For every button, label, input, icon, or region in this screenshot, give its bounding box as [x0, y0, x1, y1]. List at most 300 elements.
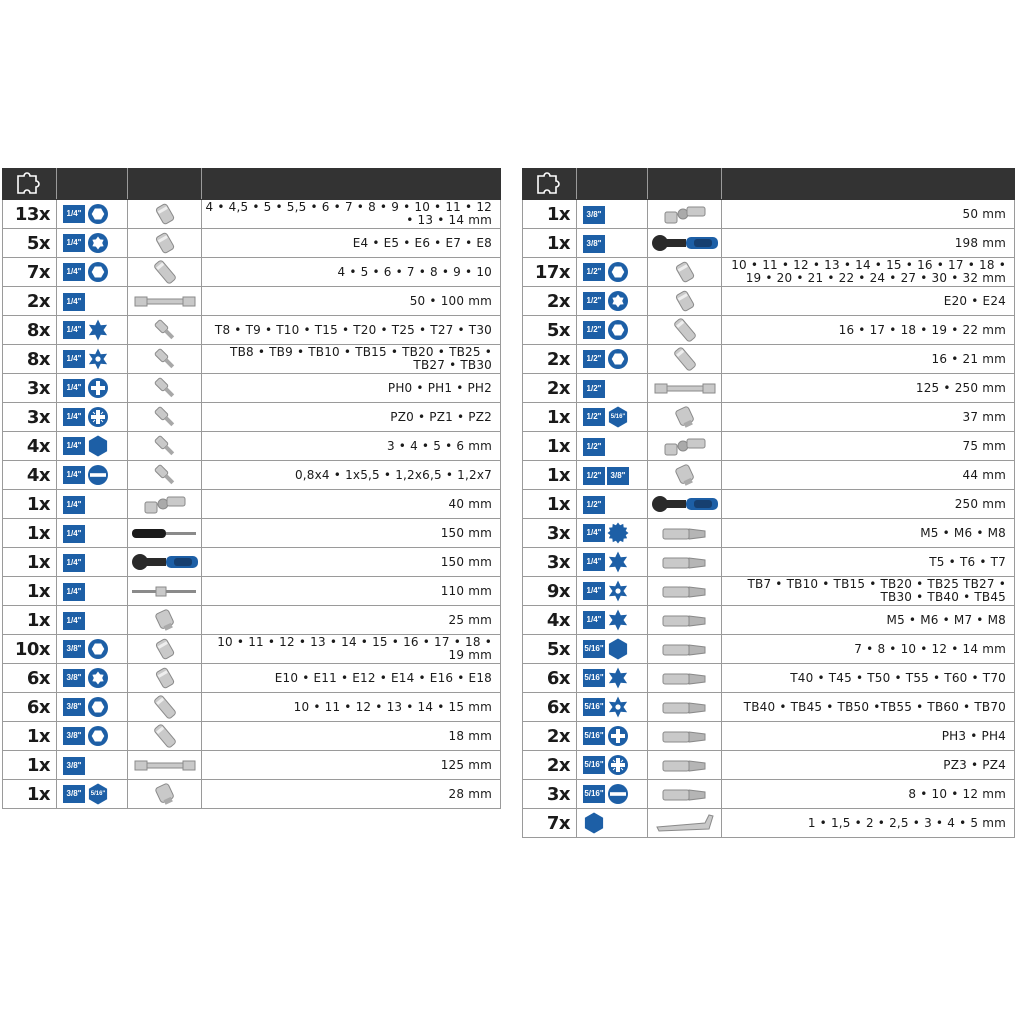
torx-tamper-icon: [607, 580, 629, 602]
drive-cell: [57, 606, 128, 635]
quantity: 2x: [523, 374, 577, 403]
size-description: 25 mm: [202, 606, 501, 635]
tool-cell: [128, 519, 202, 548]
bit-socket-icon: [145, 378, 185, 397]
tool-cell: [648, 809, 722, 838]
header-icon-cell: [523, 169, 577, 200]
drive-cell: [577, 287, 648, 316]
drive-cell: [577, 635, 648, 664]
size-description: T5 • T6 • T7: [722, 548, 1015, 577]
quantity: 13x: [3, 200, 57, 229]
drive-size-badge: 3/8": [63, 640, 85, 658]
universal-joint-icon: [659, 204, 711, 223]
deep-socket-icon: [665, 320, 705, 339]
drive-size-badge: 1/2": [583, 350, 605, 368]
table-row: [523, 287, 1015, 316]
pozidriv-icon: [87, 406, 109, 428]
quantity: 1x: [3, 548, 57, 577]
quantity: 1x: [523, 200, 577, 229]
torx-icon: [607, 667, 629, 689]
spline-icon: [607, 522, 629, 544]
size-description: E20 • E24: [722, 287, 1015, 316]
header-cell: [57, 169, 128, 200]
drive-cell: [577, 751, 648, 780]
quantity: 3x: [3, 403, 57, 432]
drive-cell: [577, 374, 648, 403]
drive-size-badge: 1/2": [583, 380, 605, 398]
drive-cell: [57, 751, 128, 780]
drive-cell: [57, 461, 128, 490]
size-description: T8 • T9 • T10 • T15 • T20 • T25 • T27 • T30: [202, 316, 501, 345]
tool-cell: [648, 519, 722, 548]
tool-cell: [648, 664, 722, 693]
deep-socket-icon: [145, 262, 185, 281]
ratchet-icon: [648, 233, 722, 252]
drive-size-badge: 1/4": [583, 553, 605, 571]
drive-size-badge: 1/4": [63, 234, 85, 252]
tool-cell: [128, 229, 202, 258]
deep-socket-icon: [145, 697, 185, 716]
size-description: 16 • 17 • 18 • 19 • 22 mm: [722, 316, 1015, 345]
drive-cell: [577, 548, 648, 577]
tool-cell: [128, 374, 202, 403]
tool-cell: [648, 200, 722, 229]
drive-size-badge: 3/8": [583, 206, 605, 224]
drive-size-badge: 1/2": [583, 467, 605, 485]
drive-size-badge: 1/2": [583, 263, 605, 281]
table-row: [523, 693, 1015, 722]
table-row: [3, 606, 501, 635]
table-row: [523, 664, 1015, 693]
size-description: 3 • 4 • 5 • 6 mm: [202, 432, 501, 461]
size-description: E4 • E5 • E6 • E7 • E8: [202, 229, 501, 258]
quantity: 4x: [523, 606, 577, 635]
table-row: [3, 316, 501, 345]
quantity: 1x: [3, 722, 57, 751]
drive-size-badge: 1/4": [63, 293, 85, 311]
bit-icon: [657, 610, 713, 629]
quantity: 8x: [3, 345, 57, 374]
hex-key-icon: [653, 813, 717, 832]
table-row: [3, 635, 501, 664]
drive-size-badge: 3/8": [63, 785, 85, 803]
tool-cell: [648, 751, 722, 780]
drive-cell: [57, 200, 128, 229]
hex-socket-icon: [87, 261, 109, 283]
table-row: [3, 490, 501, 519]
size-description: 44 mm: [722, 461, 1015, 490]
drive-size-badge: 5/16": [583, 698, 605, 716]
drive-cell: [57, 577, 128, 606]
table-row: [523, 200, 1015, 229]
drive-cell: [57, 722, 128, 751]
quantity: 1x: [523, 432, 577, 461]
drive-cell: [57, 258, 128, 287]
table-row: [3, 577, 501, 606]
table-row: [3, 461, 501, 490]
tool-cell: [128, 722, 202, 751]
size-description: 16 • 21 mm: [722, 345, 1015, 374]
table-body: [3, 200, 501, 809]
table-row: [3, 693, 501, 722]
size-description: 150 mm: [202, 548, 501, 577]
drive-cell: [57, 548, 128, 577]
quantity: 5x: [3, 229, 57, 258]
drive-size-badge: 5/16": [583, 727, 605, 745]
quantity: 1x: [3, 490, 57, 519]
size-description: 10 • 11 • 12 • 13 • 14 • 15 • 16 • 17 • 18 • 19 mm: [202, 635, 501, 664]
table-row: [3, 780, 501, 809]
size-description: 4 • 5 • 6 • 7 • 8 • 9 • 10: [202, 258, 501, 287]
drive-cell: [577, 664, 648, 693]
bit-icon: [657, 552, 713, 571]
size-description: 198 mm: [722, 229, 1015, 258]
table-row: [523, 809, 1015, 838]
drive-size-badge: 3/8": [63, 727, 85, 745]
quantity: 6x: [523, 693, 577, 722]
table-row: [523, 461, 1015, 490]
hex-icon: [583, 812, 605, 834]
universal-joint-icon: [659, 436, 711, 455]
table-row: [3, 258, 501, 287]
drive-cell: [577, 432, 648, 461]
drive-size-badge: 1/2": [583, 496, 605, 514]
drive-cell: [577, 490, 648, 519]
table-row: [523, 606, 1015, 635]
table-row: [523, 229, 1015, 258]
drive-size-badge: 1/4": [63, 437, 85, 455]
drive-size-badge: 5/16": [583, 785, 605, 803]
table-row: [3, 548, 501, 577]
bit-socket-icon: [145, 320, 185, 339]
quantity: 1x: [523, 403, 577, 432]
drive-size-badge: 1/4": [583, 524, 605, 542]
torx-e-icon: [607, 290, 629, 312]
drive-cell: [577, 229, 648, 258]
quantity: 1x: [3, 577, 57, 606]
quantity: 17x: [523, 258, 577, 287]
table-row: [3, 664, 501, 693]
table-row: [523, 519, 1015, 548]
torx-e-icon: [87, 667, 109, 689]
drive-cell: [577, 809, 648, 838]
torx-tamper-icon: [87, 348, 109, 370]
socket-icon: [145, 233, 185, 252]
table-row: [523, 403, 1015, 432]
torx-icon: [87, 319, 109, 341]
drive-cell: [57, 287, 128, 316]
tool-cell: [128, 200, 202, 229]
table-row: [523, 432, 1015, 461]
bit-icon: [657, 639, 713, 658]
header-cell: [722, 169, 1015, 200]
drive-size-badge: 3/8": [583, 235, 605, 253]
header-icon-cell: [3, 169, 57, 200]
socket-icon: [145, 639, 185, 658]
slotted-icon: [87, 464, 109, 486]
tool-cell: [648, 606, 722, 635]
puzzle-icon: [535, 169, 565, 199]
tool-cell: [128, 403, 202, 432]
quantity: 6x: [523, 664, 577, 693]
drive-size-badge: 1/4": [63, 350, 85, 368]
size-description: 8 • 10 • 12 mm: [722, 780, 1015, 809]
hex-socket-icon: [607, 319, 629, 341]
universal-joint-icon: [139, 494, 191, 513]
drive-cell: [577, 577, 648, 606]
drive-cell: [57, 403, 128, 432]
drive-size-badge: 5/16": [583, 669, 605, 687]
size-description: TB8 • TB9 • TB10 • TB15 • TB20 • TB25 • TB27 • TB30: [202, 345, 501, 374]
bit-socket-icon: [145, 436, 185, 455]
table-row: [523, 751, 1015, 780]
tool-cell: [128, 751, 202, 780]
tool-cell: [648, 229, 722, 258]
tool-cell: [648, 374, 722, 403]
size-description: PZ3 • PZ4: [722, 751, 1015, 780]
parts-table-right: [522, 168, 1015, 838]
quantity: 2x: [523, 722, 577, 751]
torx-tamper-icon: [607, 696, 629, 718]
drive-cell: [577, 461, 648, 490]
tool-cell: [648, 345, 722, 374]
drive-size-badge: 1/2": [583, 321, 605, 339]
drive-cell: [577, 519, 648, 548]
table-row: [523, 780, 1015, 809]
slotted-icon: [607, 783, 629, 805]
table-row: [523, 577, 1015, 606]
table-row: [3, 519, 501, 548]
size-description: 7 • 8 • 10 • 12 • 14 mm: [722, 635, 1015, 664]
drive-size-badge: 1/4": [63, 612, 85, 630]
drive-size-badge: 1/2": [583, 292, 605, 310]
hex-socket-icon: [87, 638, 109, 660]
drive-size-badge: 1/4": [63, 408, 85, 426]
hex-socket-icon: [87, 696, 109, 718]
drive-cell: [577, 200, 648, 229]
drive-size-badge: 1/4": [63, 525, 85, 543]
size-description: 250 mm: [722, 490, 1015, 519]
socket-icon: [665, 291, 705, 310]
table-row: [3, 751, 501, 780]
size-description: TB40 • TB45 • TB50 •TB55 • TB60 • TB70: [722, 693, 1015, 722]
t-bar-icon: [130, 581, 200, 600]
bit-icon: [657, 697, 713, 716]
adapter-icon: [665, 465, 705, 484]
quantity: 1x: [523, 461, 577, 490]
quantity: 8x: [3, 316, 57, 345]
deep-socket-icon: [665, 349, 705, 368]
parts-table-left: [2, 168, 501, 809]
drive-cell: [57, 635, 128, 664]
tool-cell: [648, 780, 722, 809]
ratchet-icon: [648, 494, 722, 513]
drive-cell: [577, 316, 648, 345]
bit-icon: [657, 581, 713, 600]
table-row: [523, 722, 1015, 751]
table-row: [523, 635, 1015, 664]
size-description: M5 • M6 • M7 • M8: [722, 606, 1015, 635]
table-row: [3, 432, 501, 461]
header-cell: [648, 169, 722, 200]
bit-socket-icon: [145, 349, 185, 368]
torx-e-icon: [87, 232, 109, 254]
tool-cell: [128, 577, 202, 606]
quantity: 2x: [523, 345, 577, 374]
size-description: 1 • 1,5 • 2 • 2,5 • 3 • 4 • 5 mm: [722, 809, 1015, 838]
bit-socket-icon: [145, 407, 185, 426]
drive-cell: [57, 664, 128, 693]
size-description: 10 • 11 • 12 • 13 • 14 • 15 mm: [202, 693, 501, 722]
quantity: 2x: [523, 287, 577, 316]
drive-size-badge: 1/4": [63, 379, 85, 397]
size-description: 110 mm: [202, 577, 501, 606]
socket-icon: [665, 262, 705, 281]
tool-cell: [128, 606, 202, 635]
size-description: 28 mm: [202, 780, 501, 809]
extension-icon: [133, 755, 197, 774]
tool-cell: [128, 287, 202, 316]
tool-cell: [648, 316, 722, 345]
bit-icon: [657, 726, 713, 745]
spinner-handle-icon: [130, 523, 200, 542]
size-description: 50 mm: [722, 200, 1015, 229]
size-description: 4 • 4,5 • 5 • 5,5 • 6 • 7 • 8 • 9 • 10 • 11 • 12 • 13 • 14 mm: [202, 200, 501, 229]
pozidriv-icon: [607, 754, 629, 776]
tool-cell: [128, 345, 202, 374]
quantity: 7x: [523, 809, 577, 838]
size-description: T40 • T45 • T50 • T55 • T60 • T70: [722, 664, 1015, 693]
drive-cell: [57, 490, 128, 519]
hex-size-label: 5/16": [90, 791, 106, 797]
drive-cell: [577, 693, 648, 722]
bit-icon: [657, 523, 713, 542]
tool-cell: [648, 287, 722, 316]
size-description: 37 mm: [722, 403, 1015, 432]
quantity: 1x: [3, 780, 57, 809]
drive-size-badge: 1/4": [63, 205, 85, 223]
tool-cell: [128, 461, 202, 490]
size-description: M5 • M6 • M8: [722, 519, 1015, 548]
hex-socket-icon: [87, 725, 109, 747]
size-description: PZ0 • PZ1 • PZ2: [202, 403, 501, 432]
size-description: 40 mm: [202, 490, 501, 519]
ratchet-icon: [128, 552, 202, 571]
phillips-icon: [607, 725, 629, 747]
quantity: 4x: [3, 461, 57, 490]
tool-cell: [648, 548, 722, 577]
drive-size-badge: 1/2": [583, 408, 605, 426]
tool-cell: [648, 432, 722, 461]
drive-size-badge: 3/8": [63, 757, 85, 775]
tool-cell: [648, 258, 722, 287]
adapter-icon: [145, 610, 185, 629]
drive-cell: [57, 374, 128, 403]
tool-cell: [648, 577, 722, 606]
quantity: 5x: [523, 635, 577, 664]
quantity: 10x: [3, 635, 57, 664]
quantity: 9x: [523, 577, 577, 606]
size-description: 50 • 100 mm: [202, 287, 501, 316]
size-description: PH0 • PH1 • PH2: [202, 374, 501, 403]
hex-icon: [87, 435, 109, 457]
quantity: 1x: [523, 229, 577, 258]
drive-size-badge: 1/4": [63, 466, 85, 484]
drive-size-badge: 1/4": [63, 554, 85, 572]
drive-cell: [57, 519, 128, 548]
table-row: [523, 490, 1015, 519]
quantity: 6x: [3, 693, 57, 722]
drive-cell: [57, 229, 128, 258]
drive-cell: [57, 345, 128, 374]
drive-cell: [577, 780, 648, 809]
adapter-icon: [665, 407, 705, 426]
quantity: 6x: [3, 664, 57, 693]
size-description: 125 • 250 mm: [722, 374, 1015, 403]
tool-cell: [128, 548, 202, 577]
tool-cell: [128, 780, 202, 809]
table-row: [523, 316, 1015, 345]
table-row: [3, 374, 501, 403]
drive-cell: [577, 345, 648, 374]
tool-cell: [128, 258, 202, 287]
hex-size-icon: [87, 783, 109, 805]
quantity: 1x: [3, 751, 57, 780]
quantity: 2x: [523, 751, 577, 780]
extension-icon: [133, 291, 197, 310]
hex-socket-icon: [87, 203, 109, 225]
size-description: 18 mm: [202, 722, 501, 751]
torx-icon: [607, 551, 629, 573]
table-row: [523, 258, 1015, 287]
hex-socket-icon: [607, 348, 629, 370]
table-row: [3, 287, 501, 316]
drive-cell: [577, 606, 648, 635]
quantity: 3x: [523, 519, 577, 548]
drive-size-badge: 1/4": [583, 611, 605, 629]
drive-size-badge: 3/8": [607, 467, 629, 485]
tool-cell: [128, 316, 202, 345]
tool-cell: [648, 722, 722, 751]
puzzle-icon: [15, 169, 45, 199]
quantity: 1x: [3, 519, 57, 548]
size-description: E10 • E11 • E12 • E14 • E16 • E18: [202, 664, 501, 693]
hex-icon: [607, 638, 629, 660]
table-row: [3, 200, 501, 229]
table-row: [3, 345, 501, 374]
torx-icon: [607, 609, 629, 631]
bit-icon: [657, 755, 713, 774]
hex-size-label: 5/16": [610, 414, 626, 420]
quantity: 1x: [3, 606, 57, 635]
tool-cell: [648, 693, 722, 722]
drive-cell: [577, 258, 648, 287]
socket-icon: [145, 668, 185, 687]
hex-socket-icon: [607, 261, 629, 283]
table-row: [3, 722, 501, 751]
drive-cell: [57, 693, 128, 722]
tool-cell: [128, 432, 202, 461]
drive-size-badge: 1/4": [63, 583, 85, 601]
drive-size-badge: 1/4": [583, 582, 605, 600]
size-description: 75 mm: [722, 432, 1015, 461]
drive-size-badge: 5/16": [583, 640, 605, 658]
drive-cell: [577, 403, 648, 432]
drive-cell: [57, 316, 128, 345]
header-cell: [577, 169, 648, 200]
tool-cell: [648, 490, 722, 519]
size-description: 150 mm: [202, 519, 501, 548]
